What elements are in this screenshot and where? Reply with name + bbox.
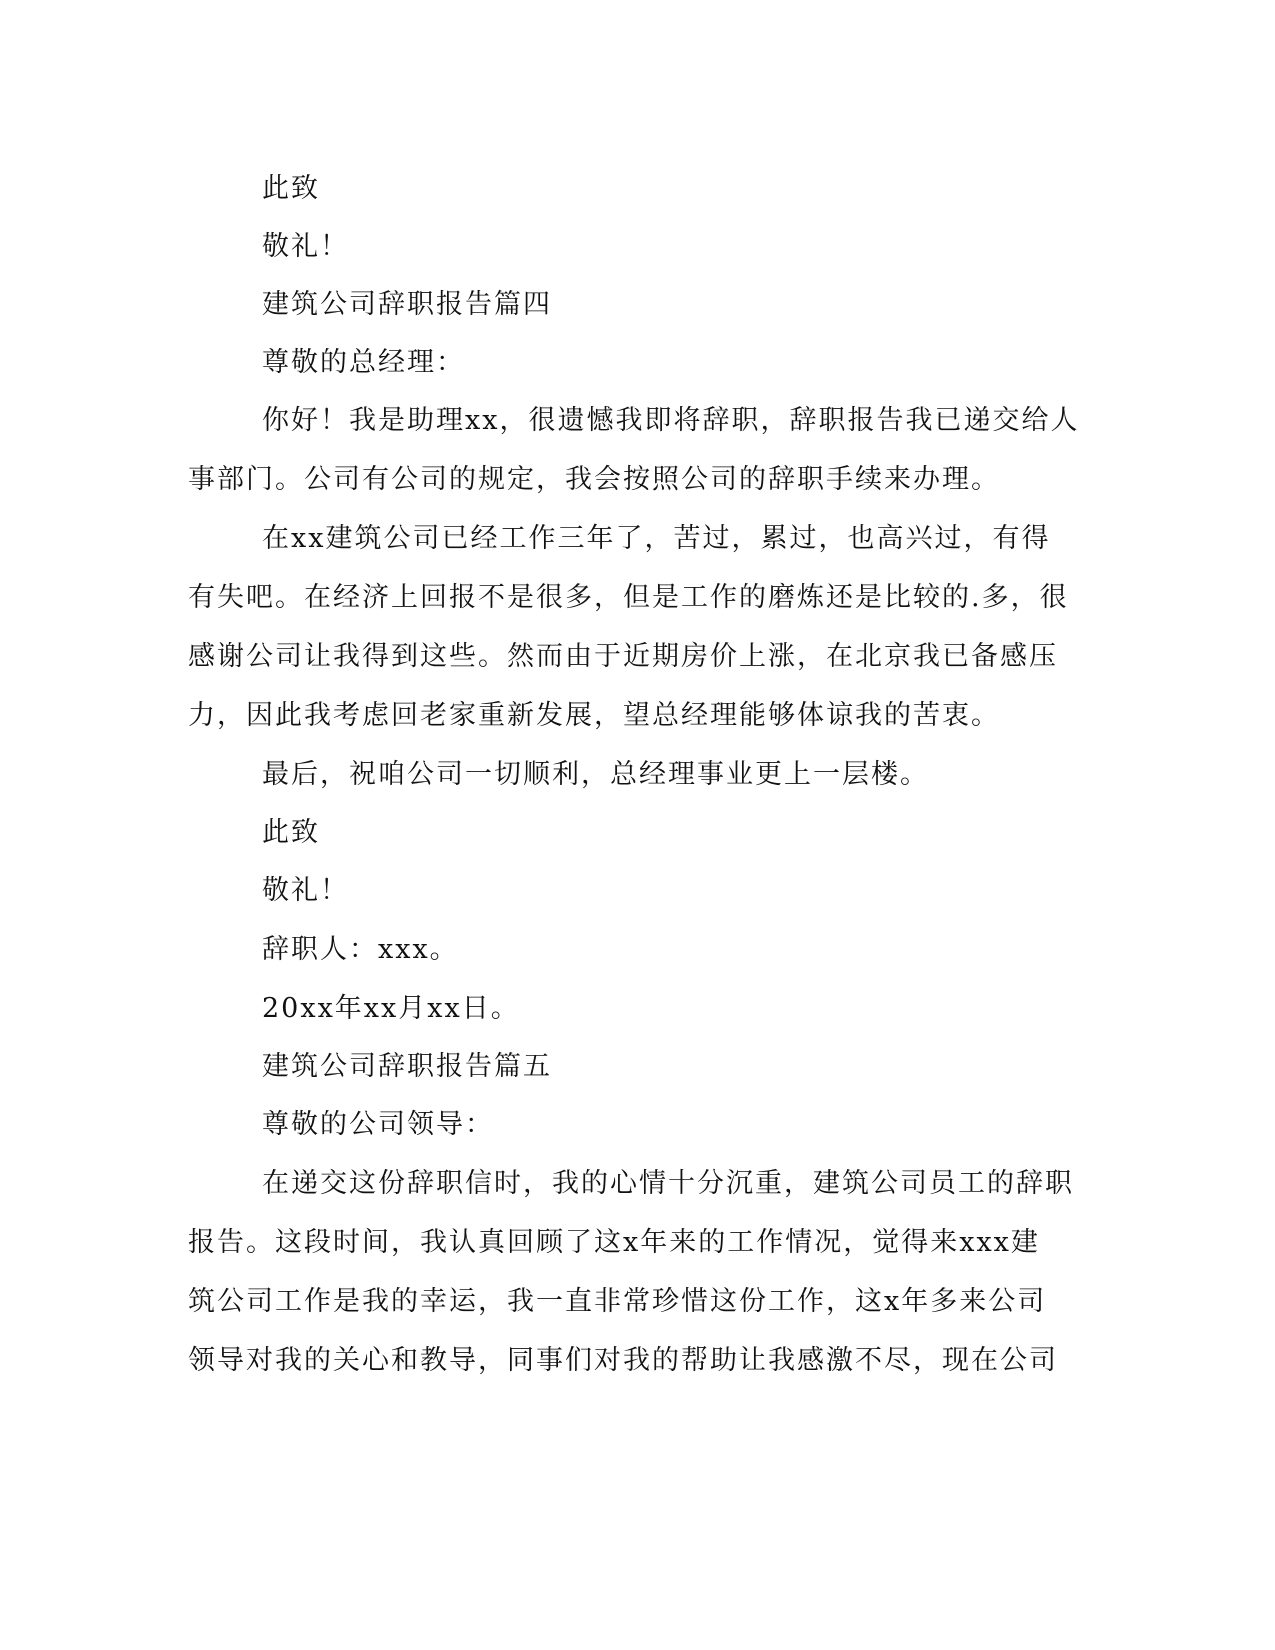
signature-line: 辞职人：xxx。 — [262, 934, 459, 965]
paragraph-line: 筑公司工作是我的幸运，我一直非常珍惜这份工作，这x年多来公司 — [188, 1286, 1047, 1317]
date-line: 20xx年xx月xx日。 — [262, 993, 520, 1024]
addressee-line: 尊敬的公司领导： — [262, 1109, 494, 1140]
paragraph-line: 报告。这段时间，我认真回顾了这x年来的工作情况，觉得来xxx建 — [188, 1227, 1040, 1258]
paragraph-line: 领导对我的关心和教导，同事们对我的帮助让我感激不尽，现在公司 — [188, 1345, 1058, 1376]
paragraph-line: 有失吧。在经济上回报不是很多，但是工作的磨炼还是比较的.多，很 — [188, 582, 1069, 613]
salutation-line: 敬礼！ — [262, 875, 349, 906]
section-heading: 建筑公司辞职报告篇四 — [262, 289, 552, 320]
addressee-line: 尊敬的总经理： — [262, 347, 465, 378]
paragraph-line: 最后，祝咱公司一切顺利，总经理事业更上一层楼。 — [262, 759, 929, 790]
paragraph-line: 在递交这份辞职信时，我的心情十分沉重，建筑公司员工的辞职 — [262, 1168, 1074, 1199]
paragraph-line: 在xx建筑公司已经工作三年了，苦过，累过，也高兴过，有得 — [262, 523, 1051, 554]
paragraph-line: 感谢公司让我得到这些。然而由于近期房价上涨，在北京我已备感压 — [188, 641, 1058, 672]
section-heading: 建筑公司辞职报告篇五 — [262, 1051, 552, 1082]
salutation-line: 敬礼！ — [262, 231, 349, 262]
paragraph-line: 力，因此我考虑回老家重新发展，望总经理能够体谅我的苦衷。 — [188, 700, 1000, 731]
paragraph-line: 事部门。公司有公司的规定，我会按照公司的辞职手续来办理。 — [188, 464, 1000, 495]
paragraph-line: 你好！我是助理xx，很遗憾我即将辞职，辞职报告我已递交给人 — [262, 405, 1080, 436]
closing-line: 此致 — [262, 173, 320, 204]
closing-line: 此致 — [262, 817, 320, 848]
